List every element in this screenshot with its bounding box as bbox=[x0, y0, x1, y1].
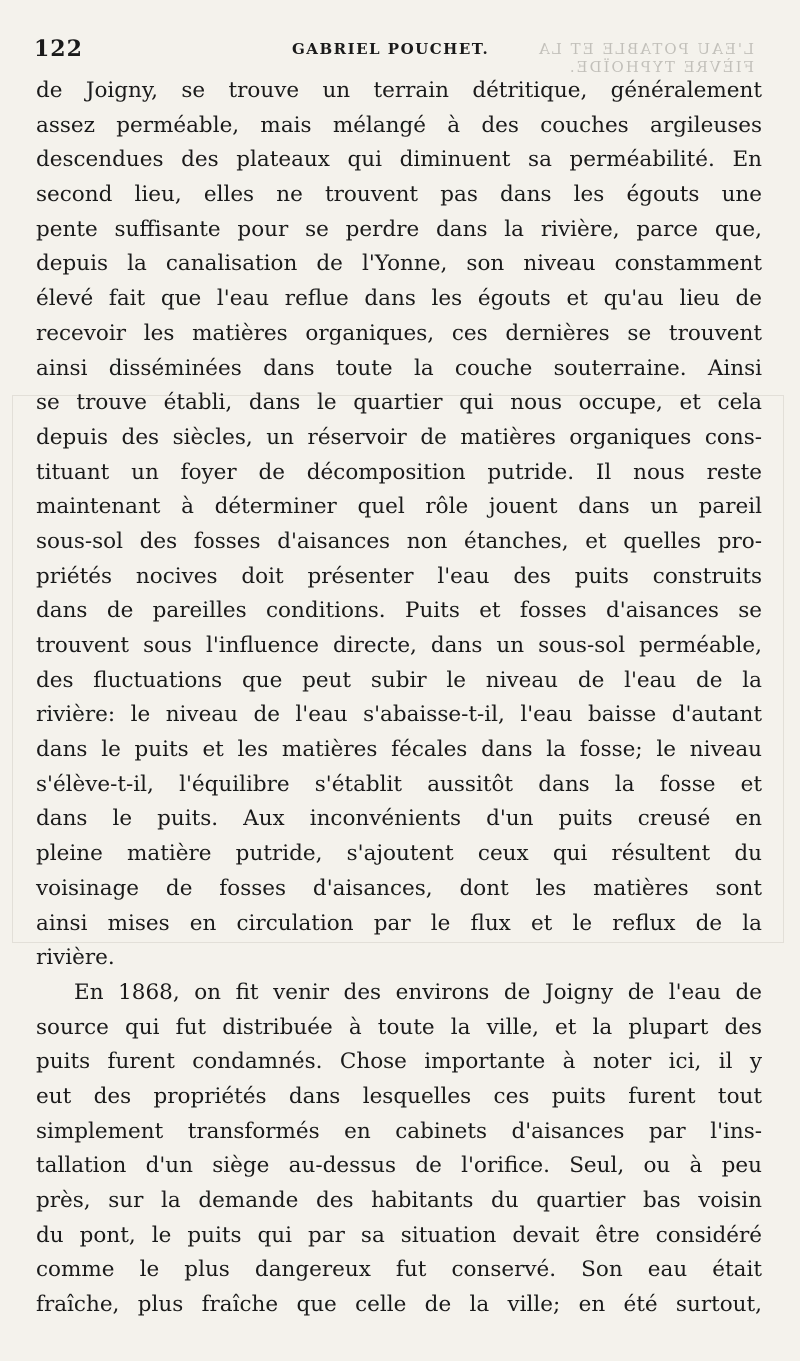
text-line: se trouve établi, dans le quartier qui nous occupe, et cela bbox=[36, 390, 762, 416]
text-line: fraîche, plus fraîche que celle de la ville; en été surtout, bbox=[36, 1292, 762, 1318]
text-line: tituant un foyer de décomposition putride. Il nous reste bbox=[36, 459, 762, 485]
running-head: GABRIEL POUCHET. bbox=[292, 40, 490, 58]
paragraph-start-line: En 1868, on fit venir des environs de Joigny de l'eau de bbox=[74, 979, 762, 1005]
text-line: priétés nocives doit présenter l'eau des puits construits bbox=[36, 563, 762, 589]
text-line: de Joigny, se trouve un terrain détritique, généralement bbox=[36, 78, 762, 103]
text-line: simplement transformés en cabinets d'aisances par l'ins- bbox=[36, 1118, 762, 1144]
text-line: dans le puits. Aux inconvénients d'un puits creusé en bbox=[36, 806, 762, 832]
text-line: pleine matière putride, s'ajoutent ceux qui résultent du bbox=[36, 841, 762, 867]
text-line: depuis des siècles, un réservoir de matières organiques cons- bbox=[36, 424, 762, 450]
text-line: ainsi disséminées dans toute la couche souterraine. Ainsi bbox=[36, 355, 762, 381]
text-line: tallation d'un siège au-dessus de l'orifice. Seul, ou à peu bbox=[36, 1153, 762, 1179]
text-line: maintenant à déterminer quel rôle jouent dans un pareil bbox=[36, 494, 762, 520]
text-line: voisinage de fosses d'aisances, dont les matières sont bbox=[36, 875, 762, 901]
page-number: 122 bbox=[34, 36, 83, 62]
text-line: ainsi mises en circulation par le flux et le reflux de la bbox=[36, 910, 762, 936]
text-line: près, sur la demande des habitants du quartier bas voisin bbox=[36, 1188, 762, 1213]
text-line: eut des propriétés dans lesquelles ces puits furent tout bbox=[36, 1083, 762, 1109]
text-line: rivière: le niveau de l'eau s'abaisse-t-il, l'eau baisse d'autant bbox=[36, 702, 762, 728]
text-line: depuis la canalisation de l'Yonne, son niveau constamment bbox=[36, 251, 762, 277]
bleed-through-text: L'EAU POTABLE ET LA FIÈVRE TYPHOÏDE. bbox=[537, 40, 754, 76]
body-text bbox=[36, 74, 762, 1323]
text-line: s'élève-t-il, l'équilibre s'établit aussitôt dans la fosse et bbox=[36, 771, 762, 797]
text-line: source qui fut distribuée à toute la ville, et la plupart des bbox=[36, 1014, 762, 1040]
text-line: dans de pareilles conditions. Puits et fosses d'aisances se bbox=[36, 598, 762, 624]
text-line: des fluctuations que peut subir le niveau de l'eau de la bbox=[36, 667, 762, 693]
text-line: pente suffisante pour se perdre dans la rivière, parce que, bbox=[36, 216, 762, 242]
text-line: dans le puits et les matières fécales dans la fosse; le niveau bbox=[36, 737, 762, 763]
paragraph-end-line: rivière. bbox=[36, 945, 115, 971]
text-line: puits furent condamnés. Chose importante à noter ici, il y bbox=[36, 1049, 762, 1075]
page-header bbox=[34, 36, 754, 76]
text-line: recevoir les matières organiques, ces dernières se trouvent bbox=[36, 320, 762, 346]
text-line: trouvent sous l'influence directe, dans un sous-sol perméable, bbox=[36, 633, 762, 658]
text-line: sous-sol des fosses d'aisances non étanches, et quelles pro- bbox=[36, 528, 762, 554]
text-line: descendues des plateaux qui diminuent sa perméabilité. En bbox=[36, 147, 762, 173]
text-line: second lieu, elles ne trouvent pas dans les égouts une bbox=[36, 182, 762, 208]
text-line: du pont, le puits qui par sa situation devait être considéré bbox=[36, 1222, 762, 1248]
text-line: assez perméable, mais mélangé à des couches argileuses bbox=[36, 112, 762, 138]
text-line: comme le plus dangereux fut conservé. Son eau était bbox=[36, 1257, 762, 1283]
text-line: élevé fait que l'eau reflue dans les égouts et qu'au lieu de bbox=[36, 286, 762, 312]
